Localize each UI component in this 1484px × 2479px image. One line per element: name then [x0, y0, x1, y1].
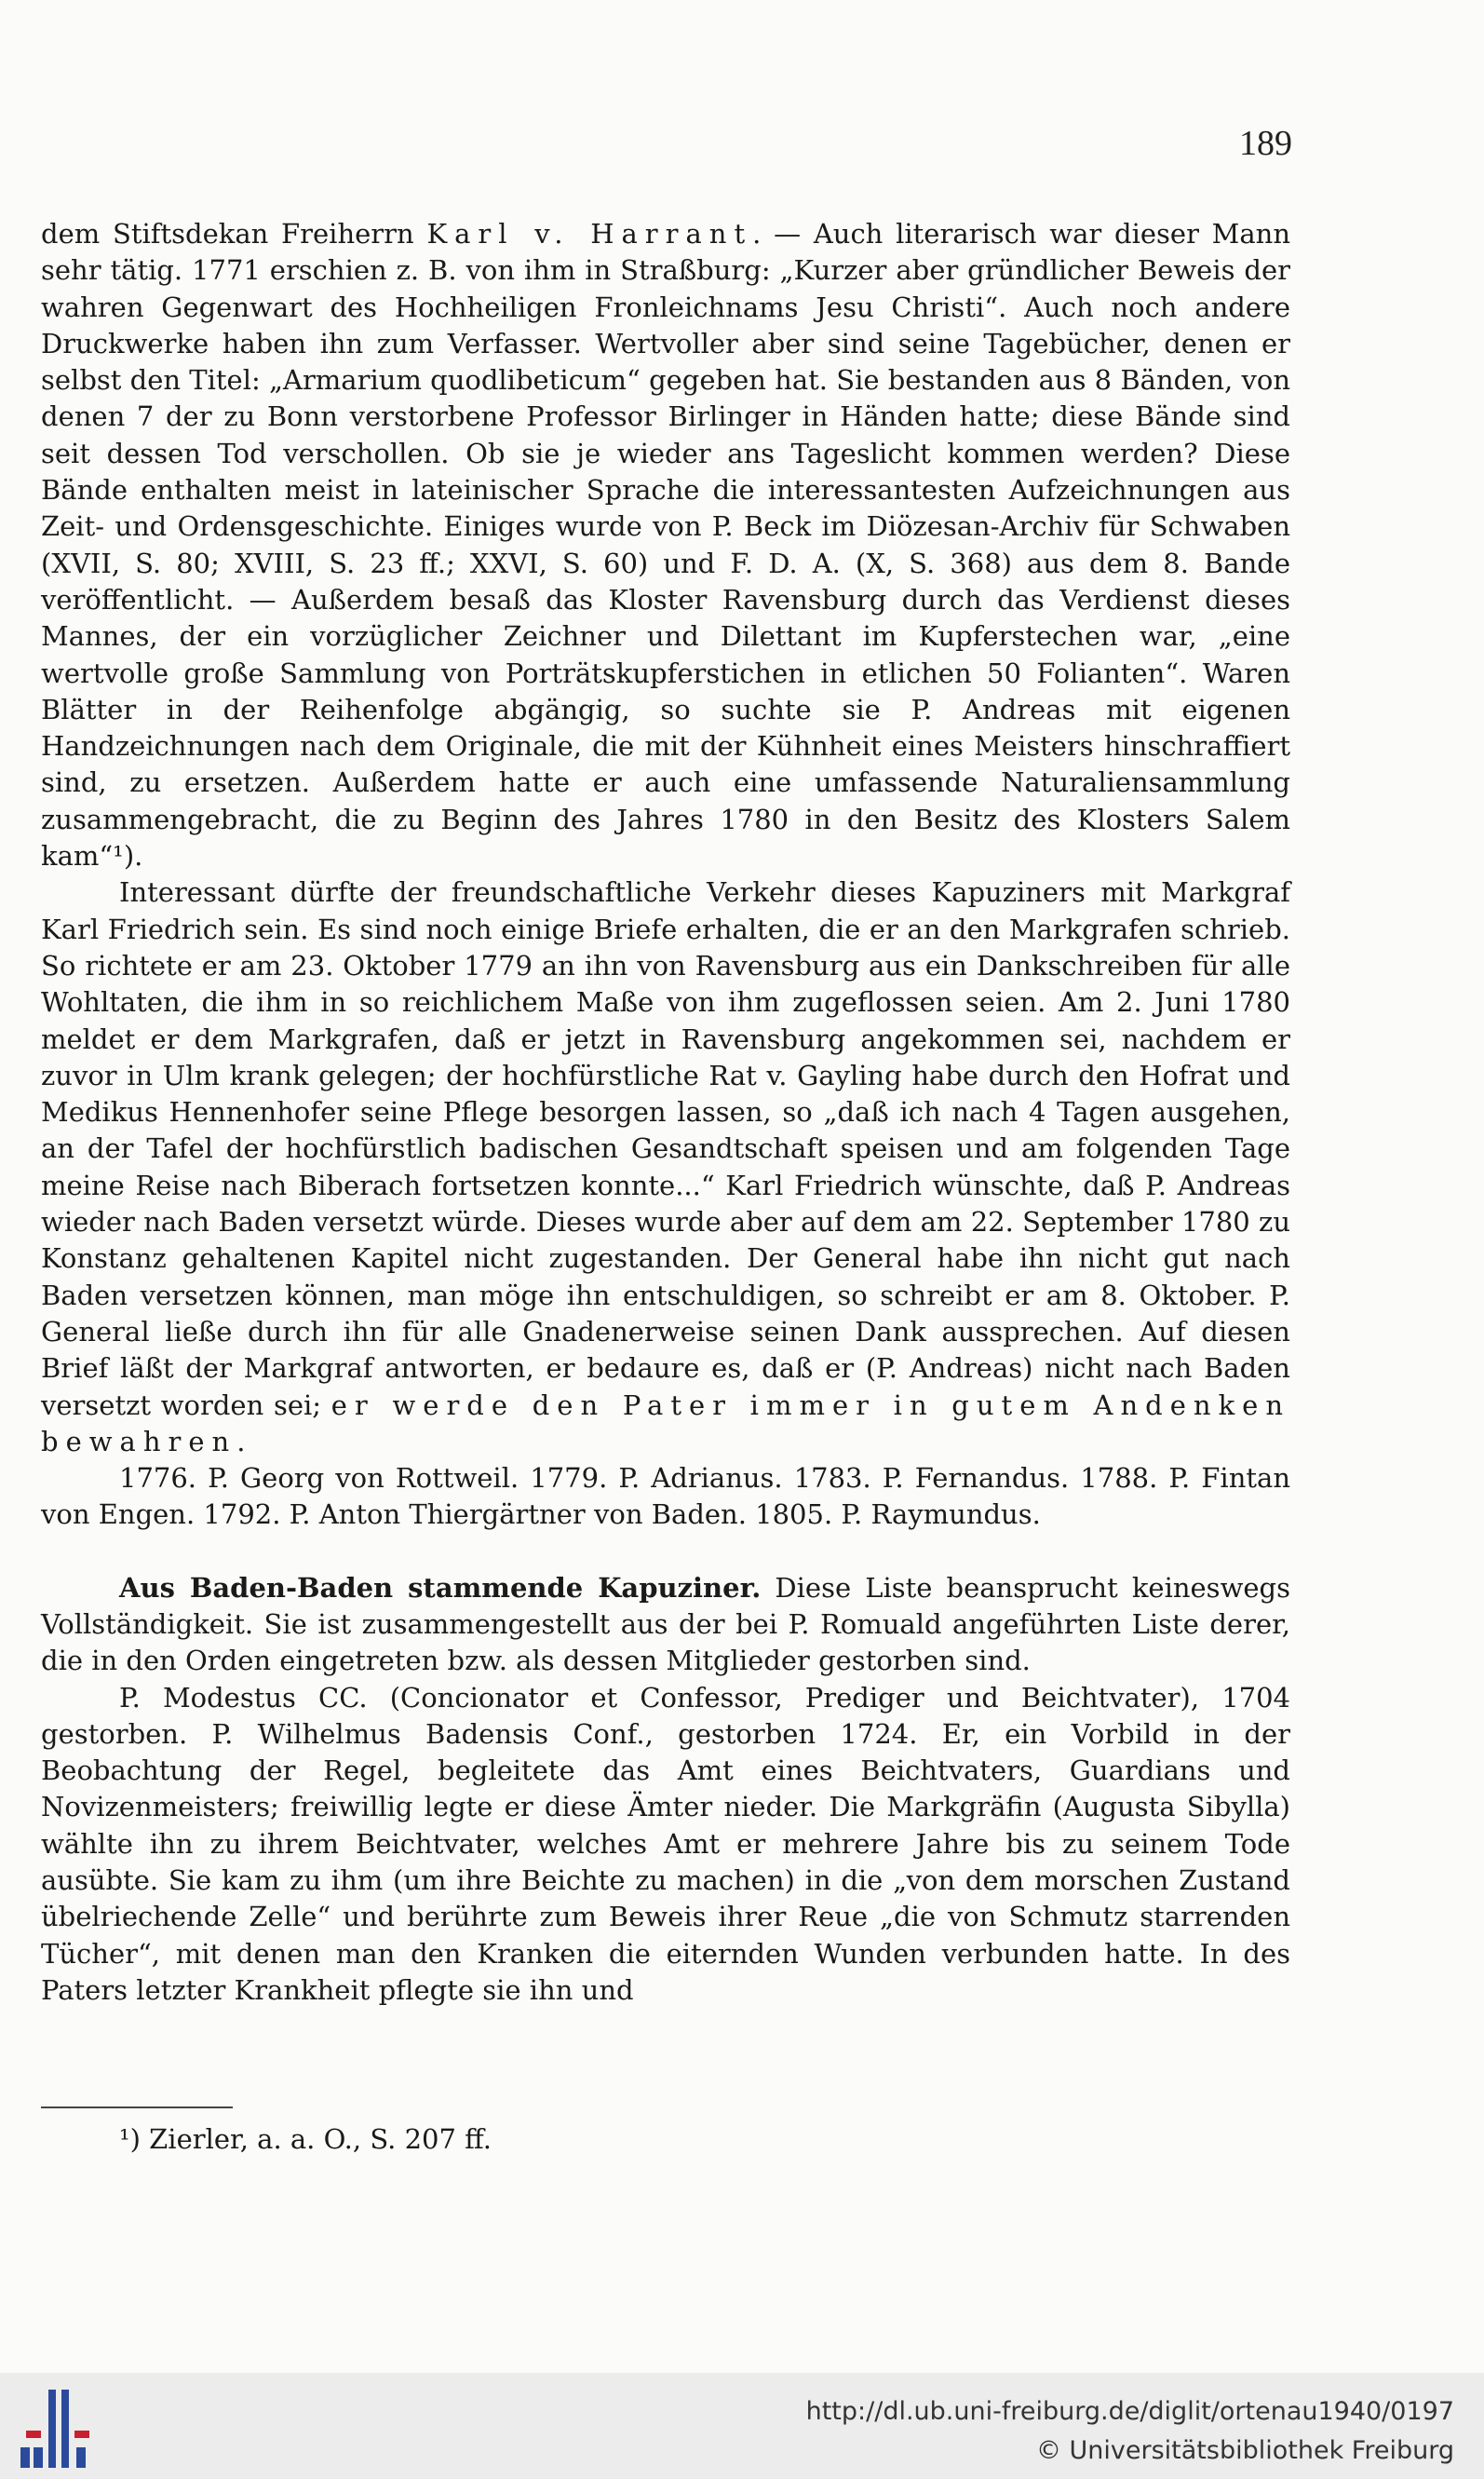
paragraph-1-text: dem Stiftsdekan Freiherrn [41, 218, 427, 250]
library-logo-icon [20, 2388, 95, 2470]
paragraph-2-rest: . [236, 1425, 246, 1457]
page-number: 189 [1239, 124, 1292, 163]
footer-bar [0, 2373, 1484, 2479]
paragraph-4 [41, 1570, 1290, 1680]
paragraph-3: 1776. P. Georg von Rottweil. 1779. P. Adrianus. 1783. P. Fernandus. 1788. P. Fintan von Engen. 1792. P. Anton Thiergärtner von Baden. 1805. P. Raymundus. [41, 1462, 1290, 1531]
source-url[interactable]: http://dl.ub.uni-freiburg.de/diglit/ortenau1940/0197 [805, 2397, 1454, 2426]
paragraph-5: P. Modestus CC. (Concionator et Confessor, Prediger und Beichtvater), 1704 gestorben. P. Wilhelmus Badensis Conf., gestorben 1724. Er, ein Vorbild in der Beobachtung der Regel, begleitete das Amt eines Beichtvaters, Guardians und Novizenmeisters; freiwillig legte er diese Ämter nieder. Die Markgräfin (Augusta Sibylla) wählte ihn zu ihrem Beichtvater, welches Amt er mehrere Jahre bis zu seinem Tode ausübte. Sie kam zu ihm (um ihre Beichte zu machen) in die „von dem morschen Zustand übelriechende Zelle“ und berührte zum Beweis ihrer Reue „die von Schmutz starrenden Tücher“, mit denen man den Kranken die eiternden Wunden verbunden hatte. In des Paters letzter Krankheit pflegte sie ihn und [41, 1681, 1290, 2006]
section-heading: Aus Baden-Baden stammende Kapuziner. [119, 1571, 762, 1604]
paragraph-1-rest: . — Auch literarisch war dieser Mann sehr tätig. 1771 erschien z. B. von ihm in Straßburg: „Kurzer aber gründlicher Beweis der wahren Gegenwart des Hochheiligen Fronleichnams Jesu Christi“. Auch noch andere Druckwerke haben ihn zum Verfasser. Wertvoller aber sind seine Tagebücher, denen er selbst den Titel: „Armarium quodlibeticum“ gegeben hat. Sie bestanden aus 8 Bänden, von denen 7 der zu Bonn verstorbene Professor Birlinger in Händen hatte; diese Bände sind seit dessen Tod verschollen. Ob sie je wieder ans Tageslicht kommen werden? Diese Bände enthalten meist in lateinischer Sprache die interessantesten Aufzeichnungen aus Zeit- und Ordensgeschichte. Einiges wurde von P. Beck im Diözesan-Archiv für Schwaben (XVII, S. 80; XVIII, S. 23 ff.; XXVI, S. 60) und F. D. A. (X, S. 368) aus dem 8. Bande veröffentlicht. — Außerdem besaß das Kloster Ravensburg durch das Verdienst dieses Mannes, der ein vorzüglicher Zeichner und Dilettant im Kupferstechen war, „eine wertvolle große Sammlung von Porträtskupferstichen in etlichen 50 Folianten“. Waren Blätter in der Reihenfolge abgängig, so suchte sie P. Andreas mit eigenen Handzeichnungen nach dem Originale, die mit der Kühnheit eines Meisters hinschraffiert sind, zu ersetzen. Außerdem hatte er auch eine umfassende Naturaliensammlung zusammengebracht, die zu Beginn des Jahres 1780 in den Besitz des Klosters Salem kam“¹). [41, 218, 1291, 873]
paragraph-2 [41, 874, 1290, 1460]
spaced-quote: er werde den Pater immer in gutem Andenken bewahren [41, 1389, 1290, 1457]
paragraph-4-text: Diese Liste beansprucht keineswegs Vollständigkeit. Sie ist zusammengestellt aus der bei P. Romuald angeführten Liste derer, die in den Orden eingetreten bzw. als dessen Mitglieder gestorben sind. [41, 1571, 1290, 1677]
footnote-divider [41, 2106, 233, 2108]
paragraph-2-text: Interessant dürfte der freundschaftliche Verkehr dieses Kapuziners mit Markgraf Karl Friedrich sein. Es sind noch einige Briefe erhalten, die er an den Markgrafen schrieb. So richtete er am 23. Oktober 1779 an ihn von Ravensburg aus ein Dankschreiben für alle Wohltaten, die ihm in so reichlichem Maße von ihm zugeflossen seien. Am 2. Juni 1780 meldet er dem Markgrafen, daß er jetzt in Ravensburg angekommen sei, nachdem er zuvor in Ulm krank gelegen; der hochfürstliche Rat v. Gayling habe durch den Hofrat und Medikus Hennenhofer seine Pflege besorgen lassen, so „daß ich nach 4 Tagen ausgehen, an der Tafel der hochfürstlich badischen Gesandtschaft speisen und am folgenden Tage meine Reise nach Biberach fortsetzen konnte...“ Karl Friedrich wünschte, daß P. Andreas wieder nach Baden versetzt würde. Dieses wurde aber auf dem am 22. September 1780 zu Konstanz gehaltenen Kapitel nicht zugestanden. Der General habe ihn nicht gut nach Baden versetzen können, man möge ihn entschuldigen, so schreibt er am 8. Oktober. P. General ließe durch ihn für alle Gnadenerweise seinen Dank aussprechen. Auf diesen Brief läßt der Markgraf antworten, er bedaure es, daß er (P. Andreas) nicht nach Baden versetzt worden sei; [41, 876, 1290, 1421]
body-text [41, 216, 1290, 2009]
paragraph-1 [41, 216, 1290, 874]
name-harrant: Karl v. Harrant [426, 218, 753, 250]
copyright-notice: © Universitätsbibliothek Freiburg [1035, 2436, 1454, 2465]
footnote: ¹) Zierler, a. a. O., S. 207 ff. [119, 2123, 492, 2155]
